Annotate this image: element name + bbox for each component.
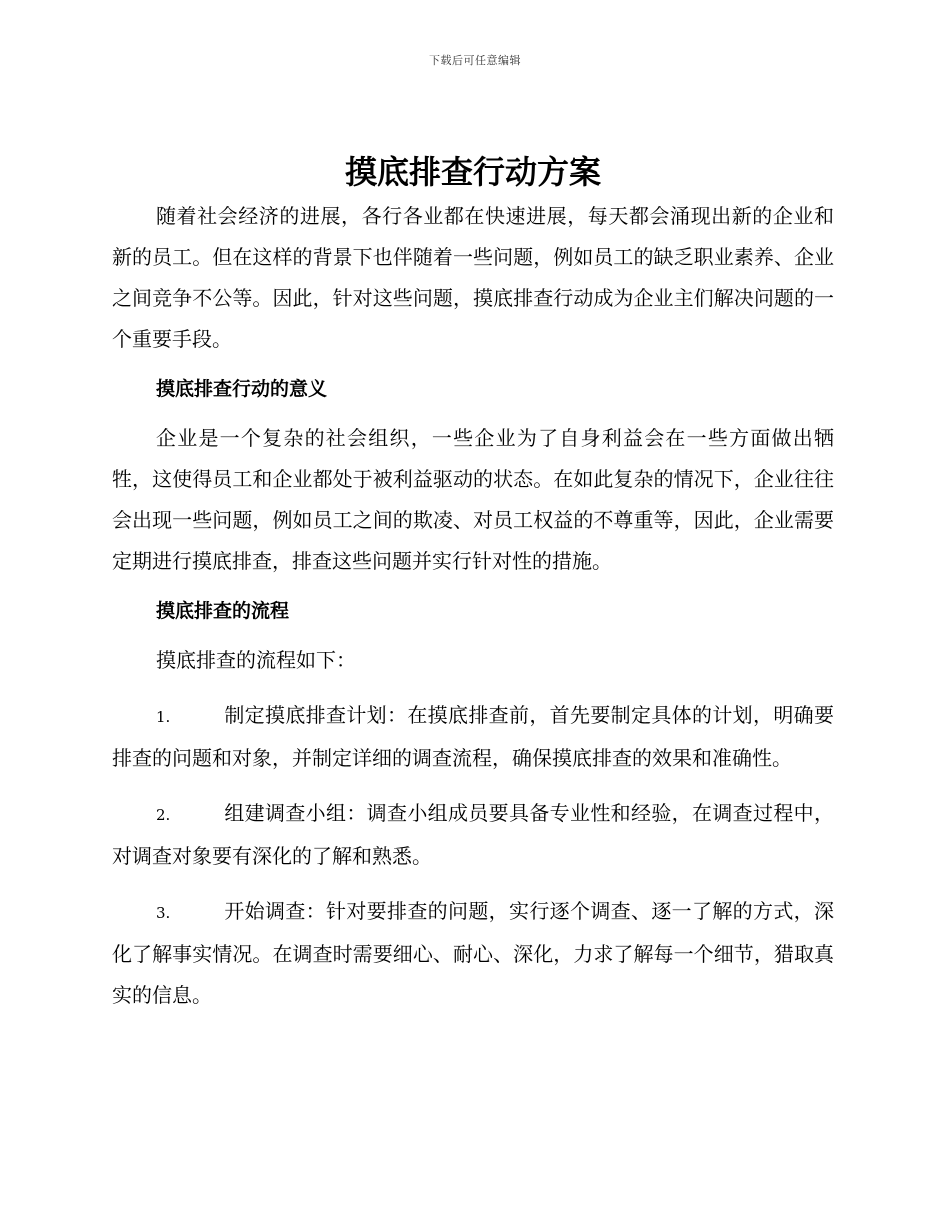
significance-paragraph: 企业是一个复杂的社会组织，一些企业为了自身利益会在一些方面做出牺牲，这使得员工和企业都处于被利益驱动的状态。在如此复杂的情况下，企业往往会出现一些问题，例如员工之间的欺凌、对员工权益的不尊重等，因此，企业需要定期进行摸底排查，排查这些问题并实行针对性的措施。 [112, 426, 834, 573]
intro-paragraph: 随着社会经济的进展，各行各业都在快速进展，每天都会涌现出新的企业和新的员工。但在这样的背景下也伴随着一些问题，例如员工的缺乏职业素养、企业之间竞争不公等。因此，针对这些问题，摸底排查行动成为企业主们解决问题的一个重要手段。 [112, 204, 834, 351]
list-item [112, 695, 834, 779]
list-item-text: 制定摸底排查计划：在摸底排查前，首先要制定具体的计划，明确要排查的问题和对象，并制定详细的调查流程，确保摸底排查的效果和准确性。 [112, 703, 834, 770]
list-item-text: 开始调查：针对要排查的问题，实行逐个调查、逐一了解的方式，深化了解事实情况。在调查时需要细心、耐心、深化，力求了解每一个细节，猎取真实的信息。 [112, 899, 834, 1007]
page-header: 下载后可任意编辑 [429, 54, 521, 67]
list-item [112, 793, 834, 877]
list-item-number: 3. [156, 904, 171, 922]
list-item [112, 891, 834, 1016]
document-title: 摸底排查行动方案 [344, 153, 601, 191]
list-item-number: 1. [156, 708, 171, 726]
document-body [112, 150, 834, 1030]
list-item-number: 2. [156, 806, 171, 824]
process-intro: 摸底排查的流程如下： [156, 648, 356, 672]
process-heading: 摸底排查的流程 [156, 600, 290, 622]
significance-heading: 摸底排查行动的意义 [156, 378, 328, 400]
list-item-text: 组建调查小组：调查小组成员要具备专业性和经验，在调查过程中，对调查对象要有深化的了解和熟悉。 [112, 801, 834, 868]
